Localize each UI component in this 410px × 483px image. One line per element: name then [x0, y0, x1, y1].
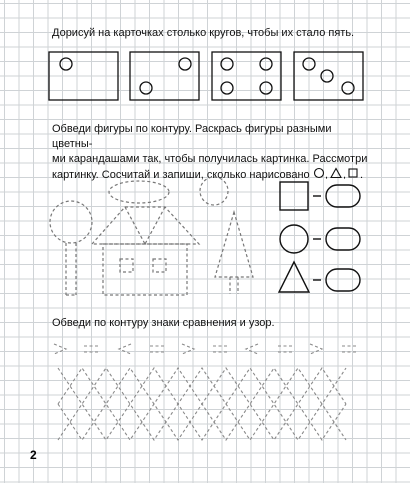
task-2-line-1: Обведи фигуры по контуру. Раскрась фигуры разными цветны-	[52, 123, 332, 150]
greater-sign-dashed	[182, 344, 194, 354]
task-1-text: Дорисуй на карточках столько кругов, чтобы их стало пять.	[52, 27, 355, 39]
svg-text:.: .	[359, 169, 363, 179]
task-2-line-2: ми карандашами так, чтобы получилась картинка. Рассмотри	[52, 153, 368, 165]
svg-text:,: ,	[324, 169, 328, 179]
svg-text:,: ,	[342, 169, 346, 179]
page-number: 2	[30, 448, 37, 462]
greater-sign-dashed	[54, 344, 66, 354]
pattern-zigzag-dashed	[58, 404, 346, 422]
task-3-text: Обведи по контуру знаки сравнения и узор.	[52, 317, 275, 329]
less-sign-dashed	[119, 344, 131, 354]
pattern-zigzag-dashed	[58, 368, 346, 386]
greater-sign-dashed	[310, 344, 322, 354]
less-sign-dashed	[246, 344, 258, 354]
pattern-zigzag-dashed	[58, 386, 346, 404]
task-2-line-3-text: картинку. Сосчитай и запиши, сколько нарисовано	[52, 169, 310, 181]
pattern-zigzag-dashed	[58, 422, 346, 440]
